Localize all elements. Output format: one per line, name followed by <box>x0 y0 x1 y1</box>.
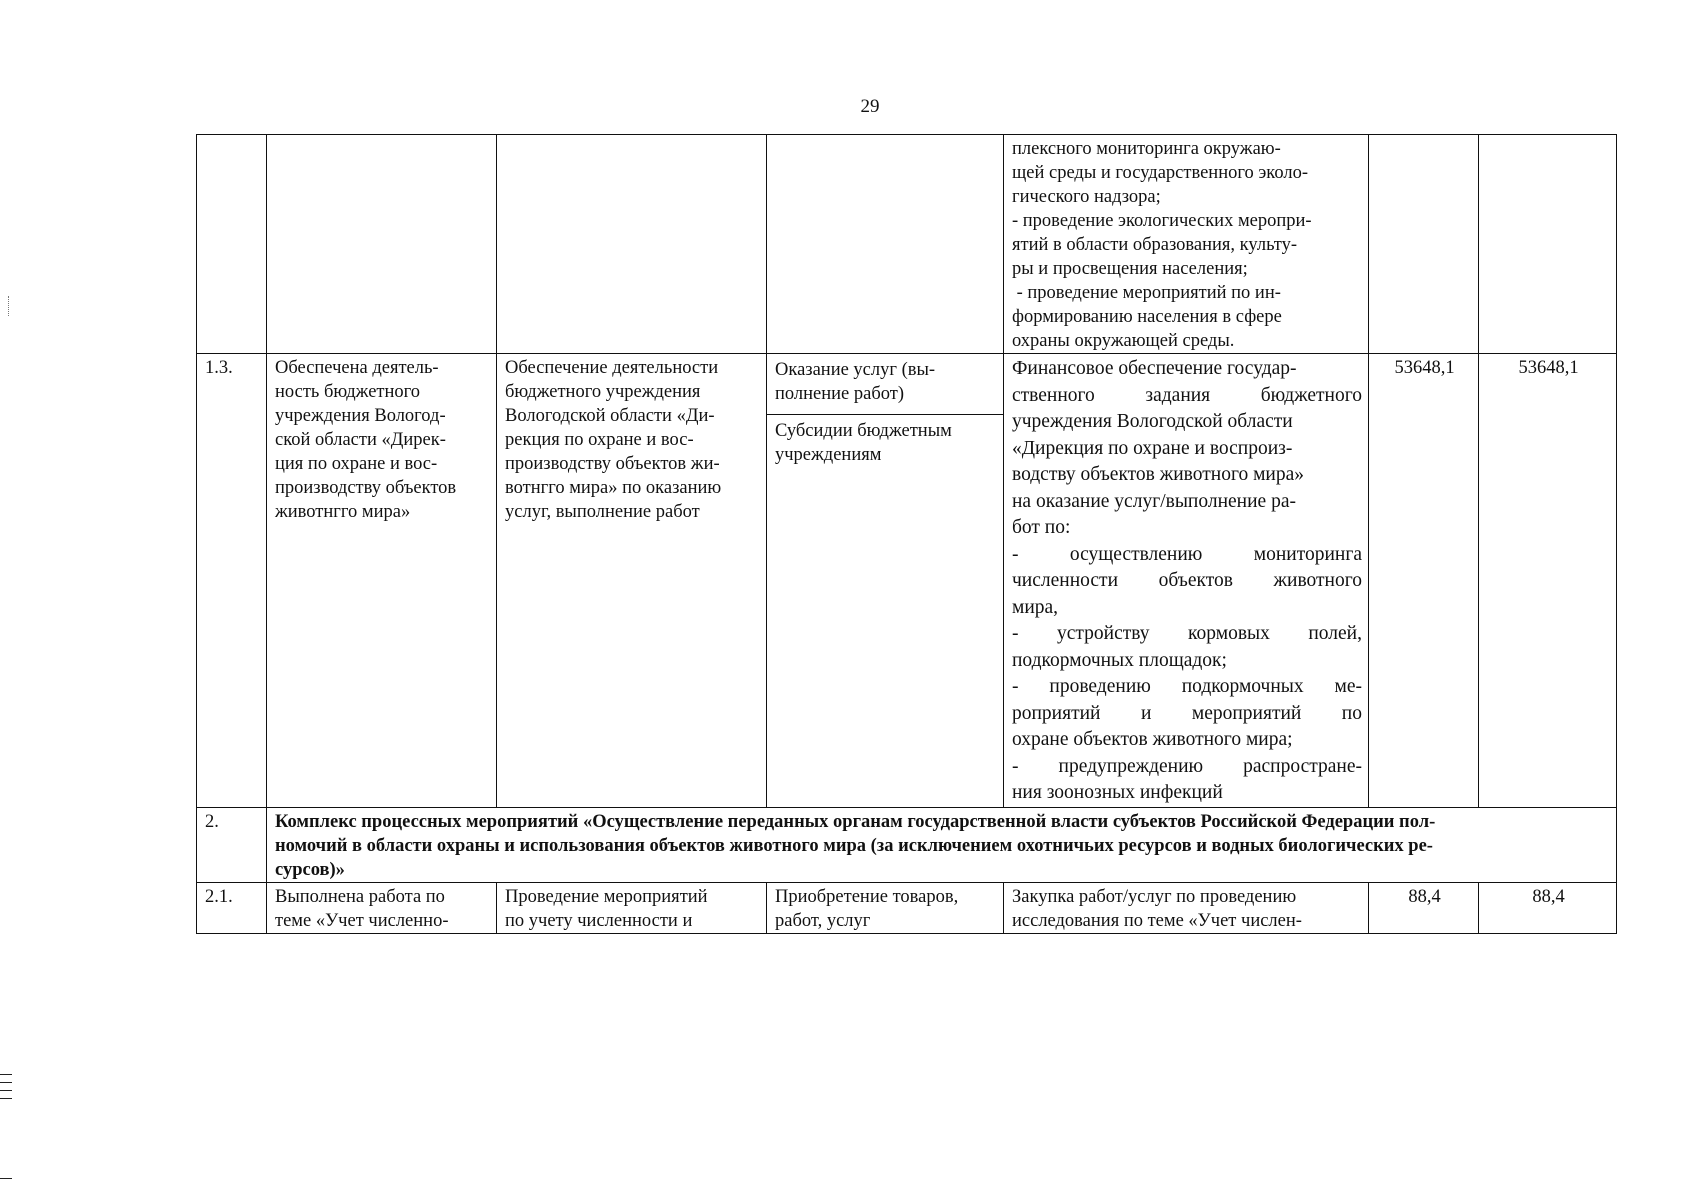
section-title <box>267 807 1617 882</box>
cell-amount-2: 88,4 <box>1479 882 1617 933</box>
cell-event <box>497 354 767 808</box>
text-line: формированию населения в сфере <box>1012 307 1282 327</box>
text-line: ятий в области образования, культу- <box>1012 235 1298 255</box>
row-number: 2. <box>197 807 267 882</box>
row-number: 1.3. <box>197 354 267 808</box>
text-line: роприятий и мероприятий по <box>1012 702 1362 724</box>
scan-tick <box>0 1082 12 1083</box>
text-line: номочий в области охраны и использования объектов животного мира (за исключением охотничьих ресурсов и водных биологических ре- <box>275 835 1433 856</box>
cell-amount-2 <box>1479 135 1617 354</box>
expense-type-text: Субсидии бюджетным учреждениям <box>775 421 952 465</box>
text-line: водству объектов животного мира» <box>1012 464 1305 485</box>
text-line: мира, <box>1012 596 1059 618</box>
scan-tick <box>0 1090 12 1091</box>
text-line: - проведению подкормочных ме- <box>1012 676 1362 697</box>
expense-type-subsidies <box>767 415 1003 467</box>
cell-result <box>267 135 497 354</box>
text-line: гического надзора; <box>1012 187 1161 207</box>
cell-type <box>767 882 1004 933</box>
scan-dots <box>8 296 10 316</box>
text-line: вотнгго мира» по оказанию <box>505 478 722 498</box>
cell-amount-1: 53648,1 <box>1369 354 1479 808</box>
expense-type-text: Приобретение товаров, работ, услуг <box>775 886 959 931</box>
text-line: Вологодской области «Ди- <box>505 406 715 426</box>
text-line: Обеспечение деятельности <box>505 358 719 378</box>
text-line: ской области «Дирек- <box>275 430 446 450</box>
cell-result <box>267 354 497 808</box>
text-line: - проведение экологических меропри- <box>1012 211 1312 231</box>
cell-event <box>497 135 767 354</box>
text-line: исследования по теме «Учет числен- <box>1012 910 1302 931</box>
cell-description <box>1004 882 1369 933</box>
expense-type-text: Оказание услуг (вы-полнение работ) <box>775 360 936 404</box>
page-number: 29 <box>860 96 880 117</box>
text-line: бюджетного учреждения <box>505 382 701 402</box>
text-line: плексного мониторинга окружаю- <box>1012 139 1281 159</box>
text-line: рекция по охране и вос- <box>505 430 694 450</box>
cell-description <box>1004 354 1369 808</box>
scan-tick <box>0 1098 12 1099</box>
text-line: животнгго мира» <box>275 502 411 522</box>
text-line: услуг, выполнение работ <box>505 502 700 522</box>
cell-description <box>1004 135 1369 354</box>
text-line: бот по: <box>1012 517 1071 538</box>
text-line: Выполнена работа по <box>275 886 445 907</box>
scan-tick <box>0 1074 12 1075</box>
text-line: Комплекс процессных мероприятий «Осуществление переданных органам государственной власти субъектов Российской Федерации пол- <box>275 811 1436 832</box>
text-line: на оказание услуг/выполнение ра- <box>1012 490 1296 512</box>
text-line: Закупка работ/услуг по проведению <box>1012 886 1297 907</box>
budget-table <box>196 134 1617 934</box>
text-line: учреждения Вологод- <box>275 406 446 426</box>
cell-amount-1: 88,4 <box>1369 882 1479 933</box>
text-line: Проведение мероприятий <box>505 886 708 907</box>
table-row-2-1 <box>197 882 1617 933</box>
cell-type <box>767 354 1004 808</box>
cell-type <box>767 135 1004 354</box>
text-line: учреждения Вологодской области <box>1012 411 1293 432</box>
text-line: - проведение мероприятий по ин- <box>1012 283 1281 303</box>
expense-type-services <box>767 354 1003 415</box>
text-line: охране объектов животного мира; <box>1012 729 1293 750</box>
text-line: - предупреждению распростране- <box>1012 755 1362 777</box>
text-line: ция по охране и вос- <box>275 454 438 474</box>
table-row-section-2 <box>197 807 1617 882</box>
text-line: численности объектов животного <box>1012 570 1362 591</box>
table-row-continuation <box>197 135 1617 354</box>
text-line: по учету численности и <box>505 910 693 931</box>
cell-amount-2: 53648,1 <box>1479 354 1617 808</box>
text-line: ность бюджетного <box>275 382 421 402</box>
text-line: производству объектов <box>275 478 457 498</box>
text-line: - устройству кормовых полей, <box>1012 623 1362 644</box>
text-line: «Дирекция по охране и воспроиз- <box>1012 437 1293 459</box>
table-row-1-3 <box>197 354 1617 808</box>
text-line: Обеспечена деятель- <box>275 358 439 378</box>
row-number: 2.1. <box>197 882 267 933</box>
text-line: охраны окружающей среды. <box>1012 331 1235 351</box>
text-line: щей среды и государственного эколо- <box>1012 163 1308 183</box>
text-line: ры и просвещения населения; <box>1012 259 1248 279</box>
text-line: ния зоонозных инфекций <box>1012 782 1223 803</box>
text-line: производству объектов жи- <box>505 454 720 474</box>
cell-event <box>497 882 767 933</box>
text-line: сурсов)» <box>275 859 345 880</box>
cell-result <box>267 882 497 933</box>
text-line: ственного задания бюджетного <box>1012 384 1362 406</box>
scan-tick <box>0 1178 12 1179</box>
text-line: Финансовое обеспечение государ- <box>1012 358 1297 379</box>
text-line: теме «Учет численно- <box>275 910 449 931</box>
text-line: подкормочных площадок; <box>1012 649 1227 671</box>
cell-amount-1 <box>1369 135 1479 354</box>
text-line: - осуществлению мониторинга <box>1012 543 1362 565</box>
cell-num <box>197 135 267 354</box>
